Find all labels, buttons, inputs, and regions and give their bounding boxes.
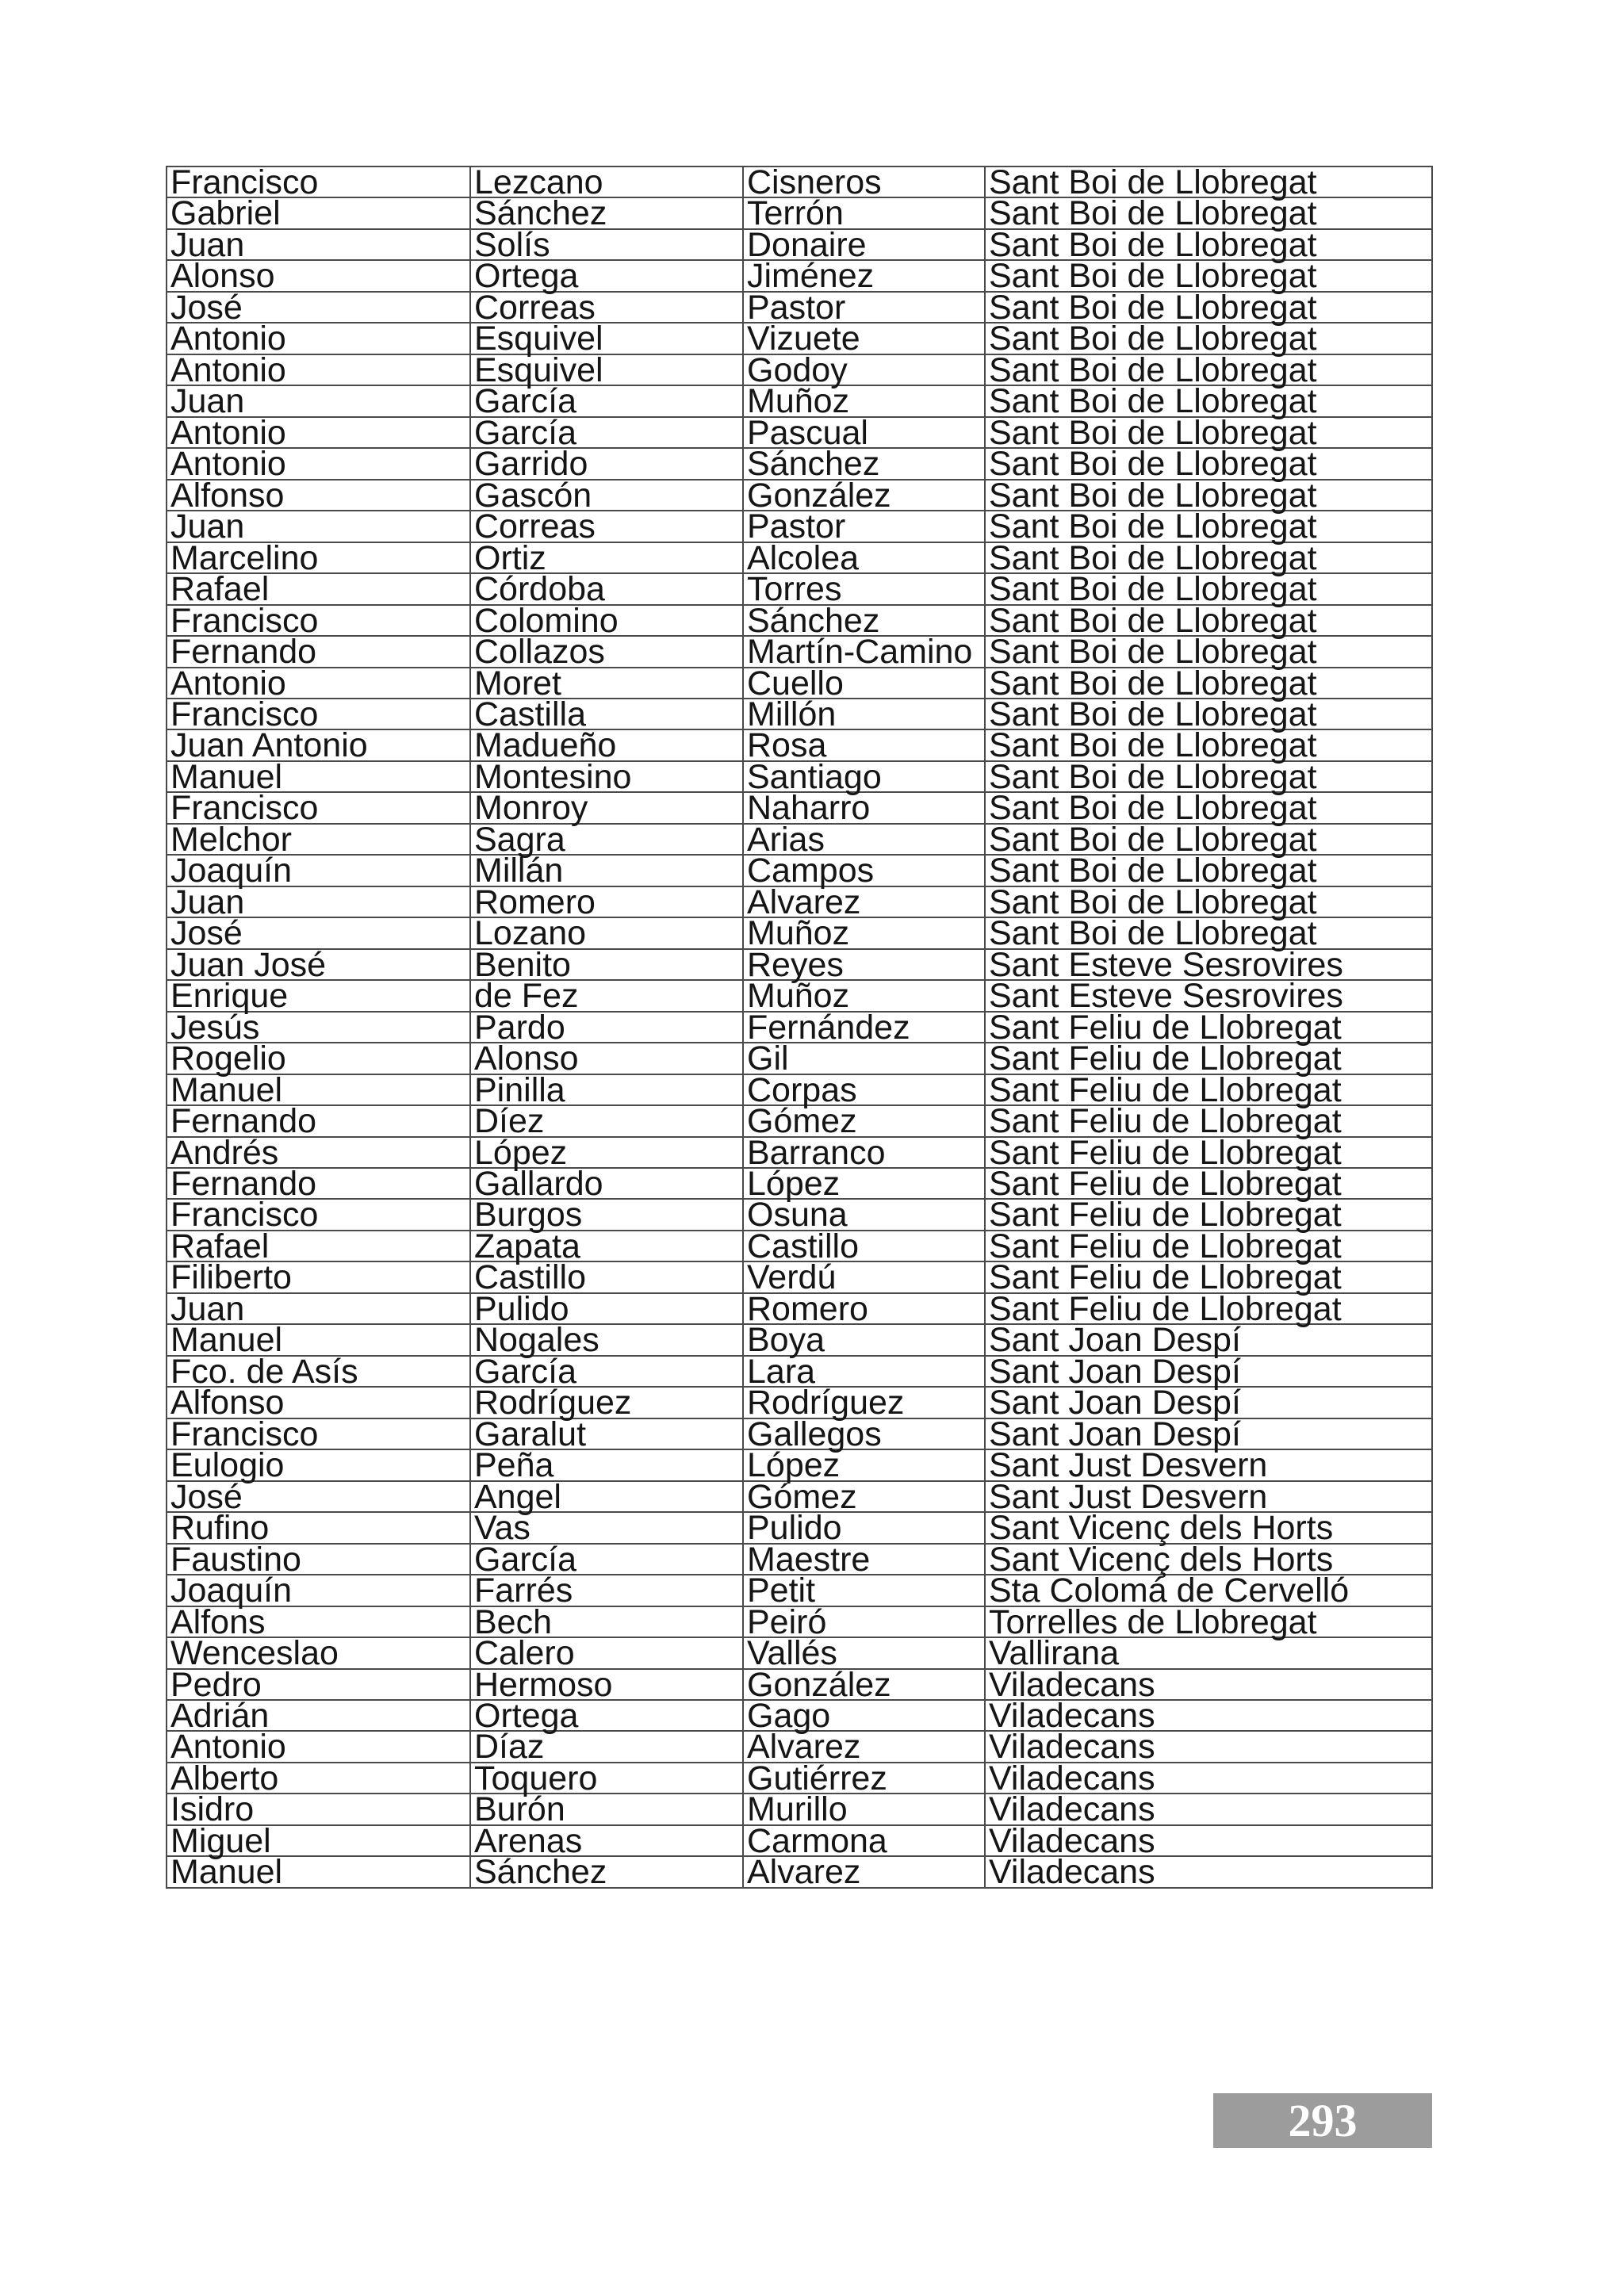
table-row <box>167 445 1433 484</box>
municipality-cell: Sant Boi de Llobregat <box>986 543 1433 574</box>
first-name-cell: Antonio <box>167 668 471 699</box>
municipality-cell: Sant Vicenç dels Horts <box>986 1545 1433 1575</box>
second-surname-cell: López <box>744 1450 986 1481</box>
second-surname-cell: Naharro <box>744 793 986 824</box>
table-row <box>167 1102 1433 1141</box>
second-surname-cell: Sánchez <box>744 449 986 480</box>
first-surname-cell: Collazos <box>471 637 744 668</box>
first-name-cell: Miguel <box>167 1826 471 1857</box>
first-name-cell: Fco. de Asís <box>167 1357 471 1388</box>
second-surname-cell: Reyes <box>744 950 986 981</box>
first-surname-cell: Rodríguez <box>471 1388 744 1418</box>
municipality-cell: Sant Boi de Llobregat <box>986 606 1433 637</box>
first-name-cell: Antonio <box>167 355 471 386</box>
first-surname-cell: Castilla <box>471 699 744 730</box>
first-name-cell: José <box>167 1482 471 1513</box>
name-table <box>166 163 1433 1892</box>
table-row <box>167 977 1433 1016</box>
municipality-cell: Viladecans <box>986 1794 1433 1825</box>
municipality-cell: Sant Joan Despí <box>986 1388 1433 1418</box>
second-surname-cell: Corpas <box>744 1075 986 1106</box>
second-surname-cell: Carmona <box>744 1826 986 1857</box>
first-surname-cell: Sagra <box>471 825 744 856</box>
second-surname-cell: Romero <box>744 1294 986 1325</box>
first-surname-cell: Pinilla <box>471 1075 744 1106</box>
first-name-cell: Juan <box>167 230 471 261</box>
first-surname-cell: Ortiz <box>471 543 744 574</box>
first-name-cell: Antonio <box>167 1732 471 1763</box>
first-surname-cell: Alonso <box>471 1043 744 1074</box>
table-row <box>167 1728 1433 1767</box>
first-name-cell: Rafael <box>167 1231 471 1262</box>
first-surname-cell: Vas <box>471 1513 744 1544</box>
municipality-cell: Sant Boi de Llobregat <box>986 574 1433 605</box>
table-row <box>167 1258 1433 1297</box>
second-surname-cell: Muñoz <box>744 918 986 949</box>
first-surname-cell: Ortega <box>471 261 744 292</box>
second-surname-cell: González <box>744 480 986 511</box>
table-row <box>167 570 1433 609</box>
first-surname-cell: de Fez <box>471 981 744 1012</box>
second-surname-cell: Barranco <box>744 1138 986 1169</box>
table-row <box>167 789 1433 828</box>
municipality-cell: Sant Boi de Llobregat <box>986 825 1433 856</box>
second-surname-cell: Gómez <box>744 1482 986 1513</box>
municipality-cell: Sant Feliu de Llobregat <box>986 1262 1433 1293</box>
municipality-cell: Sant Boi de Llobregat <box>986 918 1433 949</box>
second-surname-cell: Rodríguez <box>744 1388 986 1418</box>
second-surname-cell: Arias <box>744 825 986 856</box>
first-name-cell: Alberto <box>167 1763 471 1794</box>
first-name-cell: Antonio <box>167 418 471 449</box>
second-surname-cell: Muñoz <box>744 981 986 1012</box>
first-surname-cell: García <box>471 1545 744 1575</box>
first-name-cell: Juan <box>167 511 471 542</box>
municipality-cell: Sant Esteve Sesrovires <box>986 981 1433 1012</box>
first-name-cell: Francisco <box>167 1200 471 1231</box>
first-name-cell: Alfonso <box>167 1388 471 1418</box>
municipality-cell: Sant Just Desvern <box>986 1482 1433 1513</box>
table-row <box>167 1634 1433 1673</box>
first-surname-cell: Pulido <box>471 1294 744 1325</box>
municipality-cell: Viladecans <box>986 1763 1433 1794</box>
first-surname-cell: Sánchez <box>471 1857 744 1888</box>
municipality-cell: Sant Boi de Llobregat <box>986 293 1433 323</box>
municipality-cell: Sant Boi de Llobregat <box>986 230 1433 261</box>
second-surname-cell: Godoy <box>744 355 986 386</box>
municipality-cell: Sant Boi de Llobregat <box>986 887 1433 918</box>
first-name-cell: Manuel <box>167 1325 471 1356</box>
municipality-cell: Viladecans <box>986 1732 1433 1763</box>
second-surname-cell: Lara <box>744 1357 986 1388</box>
first-name-cell: Francisco <box>167 167 471 198</box>
table-row <box>167 1509 1433 1548</box>
second-surname-cell: Gil <box>744 1043 986 1074</box>
second-surname-cell: Santiago <box>744 762 986 793</box>
municipality-cell: Sant Feliu de Llobregat <box>986 1169 1433 1200</box>
first-name-cell: Francisco <box>167 1419 471 1450</box>
municipality-cell: Sant Boi de Llobregat <box>986 511 1433 542</box>
first-name-cell: Marcelino <box>167 543 471 574</box>
table-row <box>167 320 1433 358</box>
first-name-cell: Isidro <box>167 1794 471 1825</box>
first-surname-cell: Pardo <box>471 1013 744 1043</box>
first-surname-cell: Montesino <box>471 762 744 793</box>
second-surname-cell: Alcolea <box>744 543 986 574</box>
table-row <box>167 1446 1433 1485</box>
second-surname-cell: Millón <box>744 699 986 730</box>
second-surname-cell: Alvarez <box>744 1857 986 1888</box>
first-surname-cell: Calero <box>471 1638 744 1669</box>
first-name-cell: Fernando <box>167 1106 471 1137</box>
first-name-cell: Adrián <box>167 1701 471 1732</box>
second-surname-cell: Pulido <box>744 1513 986 1544</box>
municipality-cell: Sta Colomá de Cervelló <box>986 1575 1433 1606</box>
first-name-cell: Manuel <box>167 762 471 793</box>
first-surname-cell: Benito <box>471 950 744 981</box>
second-surname-cell: Cuello <box>744 668 986 699</box>
municipality-cell: Sant Boi de Llobregat <box>986 637 1433 668</box>
first-name-cell: Francisco <box>167 606 471 637</box>
first-name-cell: Rogelio <box>167 1043 471 1074</box>
first-name-cell: Francisco <box>167 793 471 824</box>
first-name-cell: Faustino <box>167 1545 471 1575</box>
second-surname-cell: Murillo <box>744 1794 986 1825</box>
table-row <box>167 1039 1433 1078</box>
first-surname-cell: García <box>471 1357 744 1388</box>
first-name-cell: Rafael <box>167 574 471 605</box>
municipality-cell: Viladecans <box>986 1857 1433 1888</box>
second-surname-cell: González <box>744 1670 986 1701</box>
second-surname-cell: Gutiérrez <box>744 1763 986 1794</box>
first-surname-cell: Lezcano <box>471 167 744 198</box>
table-row <box>167 382 1433 421</box>
second-surname-cell: Fernández <box>744 1013 986 1043</box>
second-surname-cell: Rosa <box>744 730 986 761</box>
second-surname-cell: Martín-Camino <box>744 637 986 668</box>
municipality-cell: Viladecans <box>986 1701 1433 1732</box>
municipality-cell: Sant Joan Despí <box>986 1419 1433 1450</box>
municipality-cell: Sant Boi de Llobregat <box>986 699 1433 730</box>
municipality-cell: Viladecans <box>986 1826 1433 1857</box>
first-surname-cell: Esquivel <box>471 323 744 354</box>
table-row <box>167 633 1433 672</box>
second-surname-cell: Vallés <box>744 1638 986 1669</box>
second-surname-cell: Torres <box>744 574 986 605</box>
first-name-cell: Rufino <box>167 1513 471 1544</box>
first-surname-cell: Burón <box>471 1794 744 1825</box>
second-surname-cell: Alvarez <box>744 1732 986 1763</box>
second-surname-cell: Terrón <box>744 198 986 229</box>
municipality-cell: Sant Feliu de Llobregat <box>986 1200 1433 1231</box>
second-surname-cell: Gallegos <box>744 1419 986 1450</box>
table-row <box>167 1321 1433 1360</box>
first-surname-cell: Moret <box>471 668 744 699</box>
table-row <box>167 1572 1433 1610</box>
municipality-cell: Sant Boi de Llobregat <box>986 323 1433 354</box>
municipality-cell: Sant Feliu de Llobregat <box>986 1231 1433 1262</box>
first-name-cell: Antonio <box>167 323 471 354</box>
table-row <box>167 1384 1433 1422</box>
first-name-cell: Juan Antonio <box>167 730 471 761</box>
first-name-cell: Antonio <box>167 449 471 480</box>
first-surname-cell: Zapata <box>471 1231 744 1262</box>
second-surname-cell: Pastor <box>744 511 986 542</box>
first-surname-cell: Garrido <box>471 449 744 480</box>
municipality-cell: Sant Boi de Llobregat <box>986 762 1433 793</box>
second-surname-cell: Cisneros <box>744 167 986 198</box>
first-name-cell: Andrés <box>167 1138 471 1169</box>
first-surname-cell: Gallardo <box>471 1169 744 1200</box>
first-name-cell: Filiberto <box>167 1262 471 1293</box>
table-row <box>167 852 1433 890</box>
second-surname-cell: Maestre <box>744 1545 986 1575</box>
table-row <box>167 726 1433 765</box>
second-surname-cell: Gómez <box>744 1106 986 1137</box>
first-surname-cell: Farrés <box>471 1575 744 1606</box>
second-surname-cell: Gago <box>744 1701 986 1732</box>
first-surname-cell: Garalut <box>471 1419 744 1450</box>
second-surname-cell: Sánchez <box>744 606 986 637</box>
municipality-cell: Sant Vicenç dels Horts <box>986 1513 1433 1544</box>
first-name-cell: Eulogio <box>167 1450 471 1481</box>
first-surname-cell: Gascón <box>471 480 744 511</box>
table-row <box>167 1853 1433 1892</box>
table-row <box>167 914 1433 953</box>
first-surname-cell: Correas <box>471 511 744 542</box>
first-name-cell: Fernando <box>167 1169 471 1200</box>
second-surname-cell: Muñoz <box>744 386 986 417</box>
municipality-cell: Sant Boi de Llobregat <box>986 668 1433 699</box>
municipality-cell: Sant Feliu de Llobregat <box>986 1294 1433 1325</box>
first-surname-cell: Lozano <box>471 918 744 949</box>
municipality-cell: Vallirana <box>986 1638 1433 1669</box>
first-name-cell: Alfons <box>167 1607 471 1638</box>
first-surname-cell: Córdoba <box>471 574 744 605</box>
municipality-cell: Sant Boi de Llobregat <box>986 167 1433 198</box>
municipality-cell: Viladecans <box>986 1670 1433 1701</box>
first-surname-cell: Castillo <box>471 1262 744 1293</box>
first-name-cell: Gabriel <box>167 198 471 229</box>
municipality-cell: Sant Boi de Llobregat <box>986 449 1433 480</box>
second-surname-cell: Pastor <box>744 293 986 323</box>
second-surname-cell: Castillo <box>744 1231 986 1262</box>
first-surname-cell: Romero <box>471 887 744 918</box>
first-name-cell: Manuel <box>167 1857 471 1888</box>
municipality-cell: Sant Boi de Llobregat <box>986 386 1433 417</box>
second-surname-cell: Pascual <box>744 418 986 449</box>
first-name-cell: Joaquín <box>167 856 471 886</box>
first-name-cell: Juan <box>167 1294 471 1325</box>
second-surname-cell: Boya <box>744 1325 986 1356</box>
first-name-cell: Juan José <box>167 950 471 981</box>
first-surname-cell: Díaz <box>471 1732 744 1763</box>
first-surname-cell: Arenas <box>471 1826 744 1857</box>
second-surname-cell: Jiménez <box>744 261 986 292</box>
first-name-cell: Enrique <box>167 981 471 1012</box>
first-name-cell: Wenceslao <box>167 1638 471 1669</box>
first-surname-cell: Díez <box>471 1106 744 1137</box>
first-surname-cell: Bech <box>471 1607 744 1638</box>
first-name-cell: Fernando <box>167 637 471 668</box>
municipality-cell: Sant Feliu de Llobregat <box>986 1106 1433 1137</box>
first-name-cell: Juan <box>167 887 471 918</box>
first-name-cell: Alfonso <box>167 480 471 511</box>
first-surname-cell: García <box>471 418 744 449</box>
municipality-cell: Sant Joan Despí <box>986 1325 1433 1356</box>
first-surname-cell: García <box>471 386 744 417</box>
municipality-cell: Sant Feliu de Llobregat <box>986 1075 1433 1106</box>
table-row <box>167 257 1433 296</box>
second-surname-cell: Alvarez <box>744 887 986 918</box>
first-name-cell: Pedro <box>167 1670 471 1701</box>
first-surname-cell: Hermoso <box>471 1670 744 1701</box>
municipality-cell: Sant Joan Despí <box>986 1357 1433 1388</box>
municipality-cell: Sant Feliu de Llobregat <box>986 1013 1433 1043</box>
first-surname-cell: Toquero <box>471 1763 744 1794</box>
first-surname-cell: Ortega <box>471 1701 744 1732</box>
table-row <box>167 1790 1433 1829</box>
first-surname-cell: López <box>471 1138 744 1169</box>
first-surname-cell: Burgos <box>471 1200 744 1231</box>
first-surname-cell: Nogales <box>471 1325 744 1356</box>
second-surname-cell: Donaire <box>744 230 986 261</box>
municipality-cell: Sant Boi de Llobregat <box>986 418 1433 449</box>
municipality-cell: Sant Boi de Llobregat <box>986 261 1433 292</box>
municipality-cell: Sant Boi de Llobregat <box>986 198 1433 229</box>
municipality-cell: Sant Feliu de Llobregat <box>986 1043 1433 1074</box>
second-surname-cell: Vizuete <box>744 323 986 354</box>
first-name-cell: Francisco <box>167 699 471 730</box>
first-surname-cell: Esquivel <box>471 355 744 386</box>
first-surname-cell: Angel <box>471 1482 744 1513</box>
first-surname-cell: Millán <box>471 856 744 886</box>
first-name-cell: Alonso <box>167 261 471 292</box>
first-surname-cell: Monroy <box>471 793 744 824</box>
first-name-cell: José <box>167 918 471 949</box>
first-name-cell: Jesús <box>167 1013 471 1043</box>
second-surname-cell: Peiró <box>744 1607 986 1638</box>
table-row <box>167 507 1433 546</box>
first-name-cell: Juan <box>167 386 471 417</box>
municipality-cell: Sant Esteve Sesrovires <box>986 950 1433 981</box>
municipality-cell: Sant Just Desvern <box>986 1450 1433 1481</box>
second-surname-cell: Petit <box>744 1575 986 1606</box>
second-surname-cell: Verdú <box>744 1262 986 1293</box>
first-name-cell: Manuel <box>167 1075 471 1106</box>
page-number: 293 <box>1213 2093 1432 2148</box>
first-surname-cell: Madueño <box>471 730 744 761</box>
first-surname-cell: Solís <box>471 230 744 261</box>
municipality-cell: Torrelles de Llobregat <box>986 1607 1433 1638</box>
second-surname-cell: Campos <box>744 856 986 886</box>
municipality-cell: Sant Boi de Llobregat <box>986 355 1433 386</box>
municipality-cell: Sant Boi de Llobregat <box>986 730 1433 761</box>
first-name-cell: José <box>167 293 471 323</box>
first-name-cell: Joaquín <box>167 1575 471 1606</box>
second-surname-cell: López <box>744 1169 986 1200</box>
municipality-cell: Sant Boi de Llobregat <box>986 856 1433 886</box>
municipality-cell: Sant Boi de Llobregat <box>986 480 1433 511</box>
municipality-cell: Sant Boi de Llobregat <box>986 793 1433 824</box>
first-name-cell: Melchor <box>167 825 471 856</box>
second-surname-cell: Osuna <box>744 1200 986 1231</box>
first-surname-cell: Colomino <box>471 606 744 637</box>
municipality-cell: Sant Feliu de Llobregat <box>986 1138 1433 1169</box>
first-surname-cell: Sánchez <box>471 198 744 229</box>
first-surname-cell: Peña <box>471 1450 744 1481</box>
first-surname-cell: Correas <box>471 293 744 323</box>
